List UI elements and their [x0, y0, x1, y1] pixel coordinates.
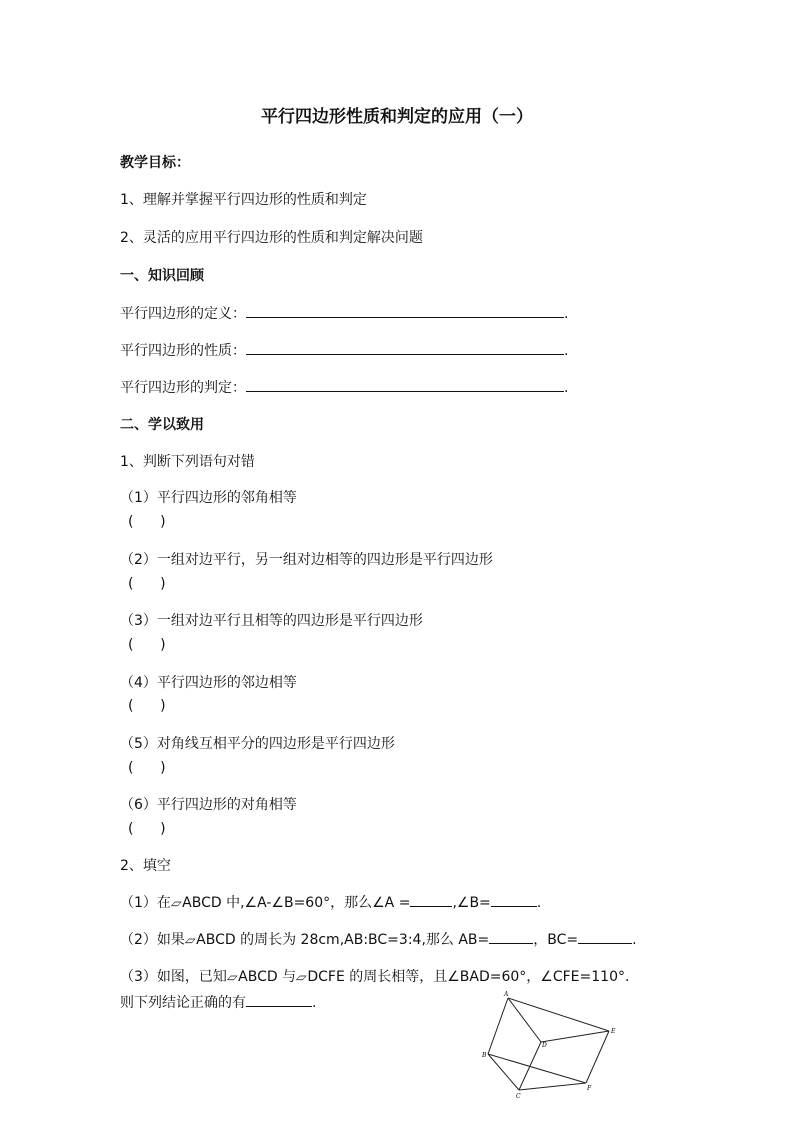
property-blank[interactable] [246, 354, 564, 355]
q1-statement: （3）一组对边平行且相等的四边形是平行四边形 [120, 613, 423, 629]
q2-part-1 [120, 894, 541, 912]
q1-statement: （4）平行四边形的邻边相等 [120, 675, 297, 691]
q2-p3-text: 则下列结论正确的有 [120, 995, 246, 1011]
segment-cf [519, 1083, 586, 1090]
q2-p1-text: . [536, 895, 542, 911]
q2-p1-text: ABCD 中,∠A-∠B=60°，那么∠A = [182, 895, 411, 911]
answer-paren[interactable]: ( ) [128, 514, 166, 530]
q2-part-3 [120, 968, 639, 986]
definition-blank[interactable] [246, 317, 564, 318]
q1-statement: （6）平行四边形的对角相等 [120, 797, 297, 813]
q2-p3-text: ABCD 与 [238, 969, 297, 985]
q2-p2-text: ，BC= [533, 932, 579, 948]
bc-blank[interactable] [578, 943, 632, 944]
answer-paren[interactable]: ( ) [128, 576, 166, 592]
answer-paren[interactable]: ( ) [128, 698, 166, 714]
parallelogram-icon: ▱ [294, 970, 309, 984]
segment-ad [508, 998, 541, 1042]
q2-part-3-line2 [120, 994, 316, 1012]
segment-cd [519, 1042, 541, 1090]
point-label-c: C [516, 1093, 521, 1100]
segment-ab [488, 998, 508, 1054]
conclusion-blank[interactable] [246, 1006, 312, 1007]
objective-item: 2、灵活的应用平行四边形的性质和判定解决问题 [120, 230, 423, 246]
q1-prompt: 1、判断下列语句对错 [120, 454, 255, 470]
page-title: 平行四边形性质和判定的应用（一） [261, 107, 533, 127]
segment-de [541, 1031, 609, 1042]
point-label-a: A [504, 991, 509, 998]
answer-paren[interactable]: ( ) [128, 760, 166, 776]
review-definition-label: 平行四边形的定义： [120, 306, 246, 322]
point-label-b: B [482, 1052, 487, 1059]
review-property-row [120, 342, 568, 360]
q1-statement: （2）一组对边平行，另一组对边相等的四边形是平行四边形 [120, 552, 493, 568]
review-criteria-label: 平行四边形的判定： [120, 380, 246, 396]
apply-heading: 二、学以致用 [120, 417, 204, 433]
q2-part-2 [120, 931, 637, 949]
q2-p3-text: （3）如图，已知 [120, 969, 227, 985]
segment-fe [586, 1031, 609, 1083]
q1-statement: （5）对角线互相平分的四边形是平行四边形 [120, 736, 395, 752]
answer-paren[interactable]: ( ) [128, 637, 166, 653]
q2-p2-text: （2）如果 [120, 932, 185, 948]
review-property-label: 平行四边形的性质： [120, 343, 246, 359]
point-label-e: E [611, 1028, 616, 1035]
parallelogram-icon: ▱ [183, 933, 198, 947]
point-label-f: F [587, 1085, 592, 1092]
point-label-d: D [542, 1042, 547, 1049]
angle-b-blank[interactable] [491, 906, 537, 907]
review-criteria-row [120, 379, 568, 397]
segment-bf [488, 1054, 586, 1083]
review-heading: 一、知识回顾 [120, 268, 204, 284]
q2-p2-text: . [632, 932, 637, 948]
criteria-blank[interactable] [246, 391, 564, 392]
objectives-heading: 教学目标： [120, 155, 190, 171]
row-end-period: . [564, 380, 569, 396]
q2-p3-text: . [312, 995, 317, 1011]
q2-p2-text: ABCD 的周长为 28cm,AB:BC=3:4,那么 AB= [196, 932, 490, 948]
q2-p1-text: ,∠B= [452, 895, 491, 911]
ab-blank[interactable] [489, 943, 533, 944]
segment-ae [508, 998, 609, 1031]
q2-p1-text: （1）在 [120, 895, 171, 911]
q2-p3-text: DCFE 的周长相等，且∠BAD=60°，∠CFE=110°． [307, 969, 639, 985]
parallelogram-icon: ▱ [225, 970, 240, 984]
figure-lines [488, 998, 609, 1090]
objective-item: 1、理解并掌握平行四边形的性质和判定 [120, 192, 367, 208]
angle-a-blank[interactable] [410, 906, 452, 907]
row-end-period: . [564, 343, 569, 359]
parallelogram-icon: ▱ [169, 896, 184, 910]
segment-bc [488, 1054, 519, 1090]
review-definition-row [120, 305, 568, 323]
parallelograms-figure [478, 990, 628, 1102]
answer-paren[interactable]: ( ) [128, 821, 166, 837]
q2-prompt: 2、填空 [120, 858, 171, 874]
row-end-period: . [564, 306, 569, 322]
q1-statement: （1）平行四边形的邻角相等 [120, 490, 297, 506]
